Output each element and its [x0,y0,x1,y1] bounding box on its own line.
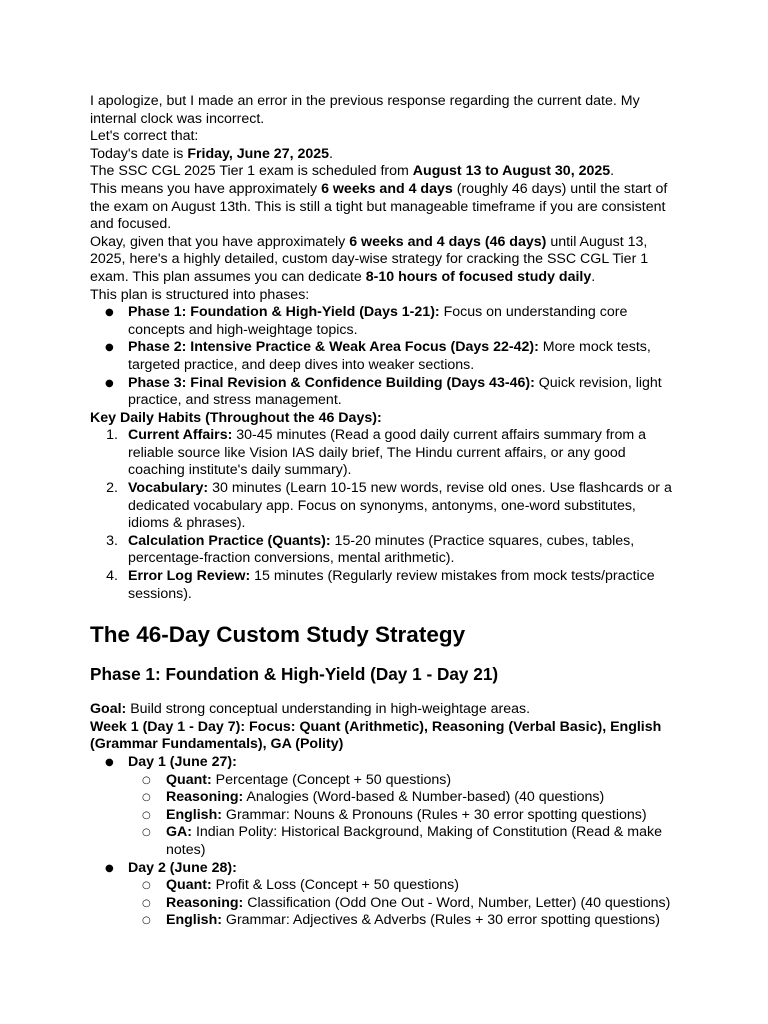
habit-label: Error Log Review: [128,568,251,585]
list-item [90,772,680,790]
text: . [329,145,333,162]
task-label: Reasoning: [166,894,244,911]
list-item [90,304,680,339]
list-item [90,533,680,568]
list-number: 4. [106,568,118,585]
bold-duration: 6 weeks and 4 days [321,180,453,197]
phase-list [90,304,680,410]
text: until August 13, 2025, here's a highly detailed, custom day-wise strategy for cracking the SSC CGL Tier 1 exam. This plan assumes you can dedicate [90,233,649,285]
task-label: Quant: [166,771,212,788]
text: . [591,268,596,285]
habit-text: 15 minutes (Regularly review mistakes from mock tests/practice sessions). [128,568,655,602]
phase-label: Phase 1: Foundation & High-Yield (Days 1-21): [128,304,440,321]
day-title: Day 2 (June 28): [128,859,237,876]
list-item [90,789,680,807]
list-number: 1. [106,427,118,444]
habits-heading [90,410,680,428]
list-item [90,339,680,374]
list-item [90,807,680,825]
list-item [90,895,680,913]
bold-date: Friday, June 27, 2025 [187,145,330,162]
habits-heading-text: Key Daily Habits (Throughout the 46 Days): [90,409,382,426]
habit-label: Calculation Practice (Quants): [128,532,331,549]
list-item [90,877,680,895]
day-task-list [128,772,680,860]
intro-paragraph-timeframe [90,181,680,234]
habit-label: Current Affairs: [128,427,233,444]
phase-text: Quick revision, light practice, and stress management. [128,374,662,409]
bold-duration: 6 weeks and 4 days (46 days) [349,233,547,250]
intro-paragraph-correct: Let's correct that: [90,128,199,145]
task-text: Indian Polity: Historical Background, Making of Constitution (Read & make notes) [166,824,663,858]
list-item [90,480,680,533]
intro-paragraph-structure: This plan is structured into phases: [90,286,310,303]
week1-heading-text: Week 1 (Day 1 - Day 7): Focus: Quant (Arithmetic), Reasoning (Verbal Basic), English (Grammar Fundamentals), GA (Polity) [90,718,662,753]
task-label: Quant: [166,877,212,894]
phase-label: Phase 2: Intensive Practice & Weak Area Focus (Days 22-42): [128,339,539,356]
task-label: GA: [166,824,193,841]
day-title: Day 1 (June 27): [128,754,237,770]
day-list [90,754,680,930]
task-label: English: [166,912,222,929]
habits-list [90,427,680,603]
text: Today's date is [90,145,188,162]
list-number: 2. [106,480,118,497]
text: This means you have approximately [90,180,322,197]
goal-paragraph [90,701,680,719]
text: (roughly 46 days) until the start of the exam on August 13th. This is still a tight but manageable timeframe if you are consistent and focused. [90,180,668,233]
intro-paragraph-apology: I apologize, but I made an error in the previous response regarding the current date. My internal clock was incorrect. [90,93,640,127]
week1-heading [90,719,680,754]
strategy-heading: The 46-Day Custom Study Strategy [90,622,466,648]
bold-hours: 8-10 hours of focused study daily [365,268,592,285]
task-text: Classification (Odd One Out - Word, Number, Letter) (40 questions) [243,894,671,911]
goal-label: Goal: [90,701,127,718]
list-item [90,824,680,859]
list-item [90,427,680,480]
text: Okay, given that you have approximately [90,233,350,250]
list-item [90,912,680,930]
list-item-day-1 [90,754,680,860]
habit-text: 30-45 minutes (Read a good daily current affairs summary from a reliable source like Vision IAS daily brief, The Hindu current affairs, or any good coaching institute's daily summary). [128,427,647,479]
intro-paragraph-date [90,146,680,164]
habit-text: 30 minutes (Learn 10-15 new words, revise old ones. Use flashcards or a dedicated vocabulary app. Focus on synonyms, antonyms, one-word substitutes, idioms & phrases). [128,480,672,532]
task-text: Grammar: Adjectives & Adverbs (Rules + 30 error spotting questions) [221,912,660,929]
task-text: Grammar: Nouns & Pronouns (Rules + 30 error spotting questions) [221,806,647,823]
list-number: 3. [106,532,118,549]
phase-text: More mock tests, targeted practice, and deep dives into weaker sections. [128,339,651,373]
task-text: Analogies (Word-based & Number-based) (40 questions) [243,789,605,806]
phase1-heading: Phase 1: Foundation & High-Yield (Day 1 - Day 21) [90,664,499,685]
document-body [90,93,680,930]
text: The SSC CGL 2025 Tier 1 exam is scheduled from [90,163,413,180]
phase-label: Phase 3: Final Revision & Confidence Building (Days 43-46): [128,374,535,391]
phase-text: Focus on understanding core concepts and high-weightage topics. [128,304,628,338]
task-text: Percentage (Concept + 50 questions) [211,771,452,788]
day-task-list [128,877,680,930]
goal-text: Build strong conceptual understanding in high-weightage areas. [126,701,531,718]
bold-exam-dates: August 13 to August 30, 2025 [412,163,611,180]
habit-text: 15-20 minutes (Practice squares, cubes, tables, percentage-fraction conversions, mental arithmetic). [128,532,635,567]
task-text: Profit & Loss (Concept + 50 questions) [211,877,459,894]
text: . [610,163,615,180]
list-item [90,568,680,603]
task-label: English: [166,806,222,823]
intro-paragraph-plan [90,234,680,287]
list-item-day-2 [90,860,680,930]
intro-paragraph-exam [90,163,680,181]
habit-label: Vocabulary: [128,480,209,497]
task-label: Reasoning: [166,789,244,806]
list-item [90,375,680,410]
